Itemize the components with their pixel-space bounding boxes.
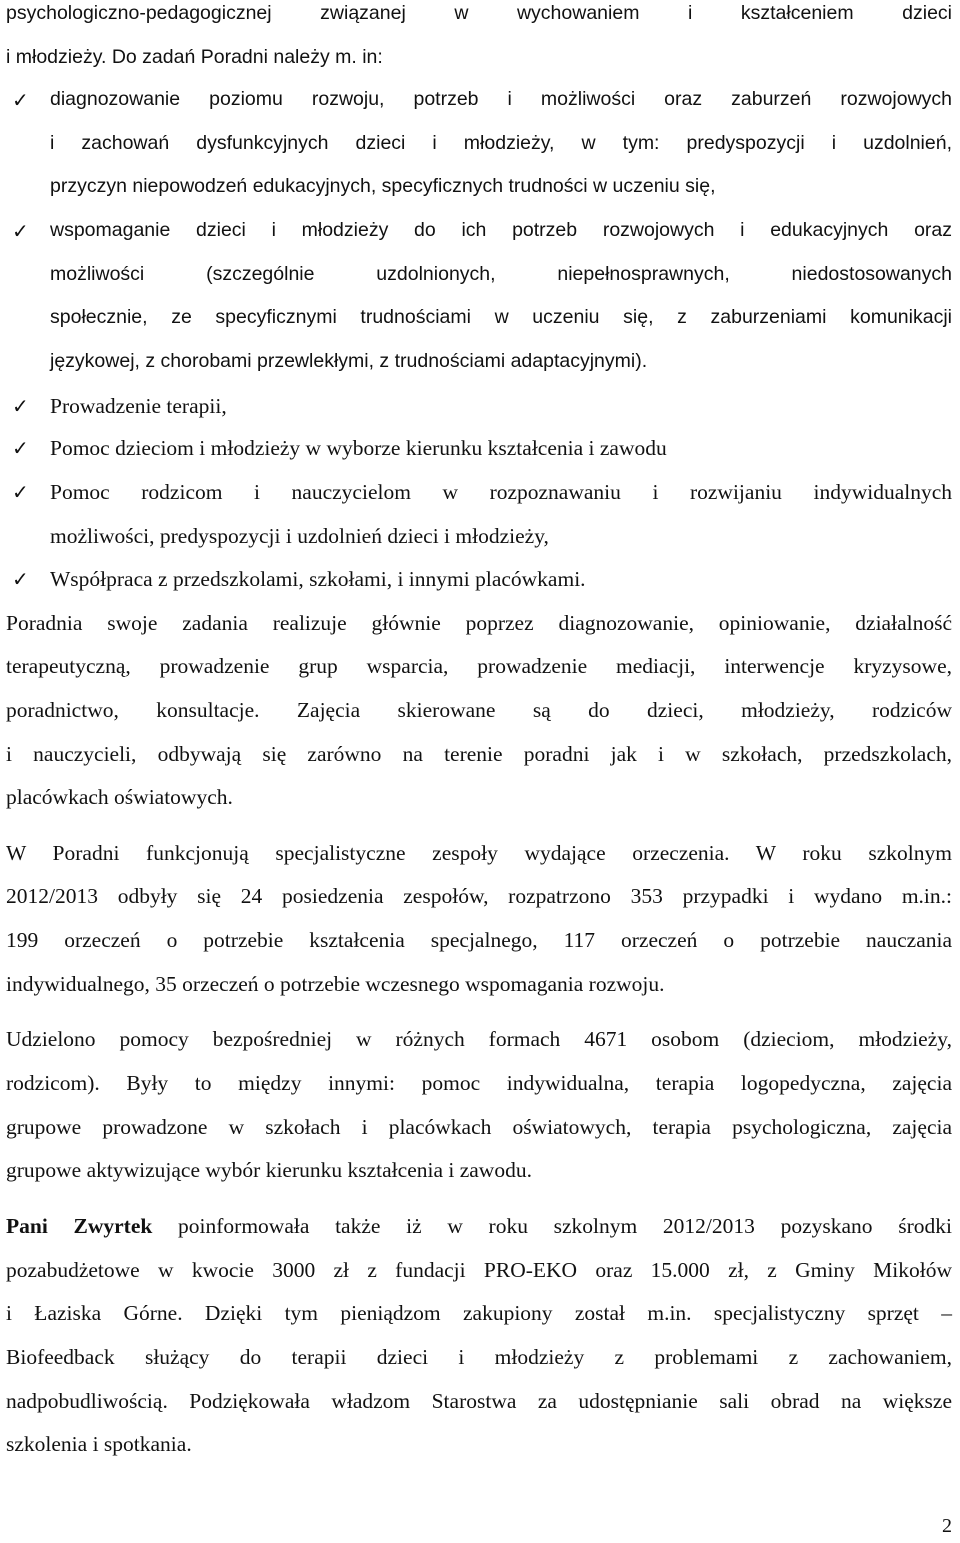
list-item: Pomoc dzieciom i młodzieży w wyborze kierunku kształcenia i zawodu <box>50 436 667 460</box>
text-line: szkolenia i spotkania. <box>6 1432 192 1456</box>
list-item: Prowadzenie terapii, <box>50 394 227 418</box>
text-line: nadpobudliwością. Podziękowała władzom Starostwa za udostępnianie sali obrad na większe <box>6 1389 952 1413</box>
person-name: Pani Zwyrtek <box>6 1214 153 1238</box>
list-item: Pomoc rodzicom i nauczycielom w rozpoznawaniu i rozwijaniu indywidualnych <box>50 480 952 504</box>
list-item: Współpraca z przedszkolami, szkołami, i innymi placówkami. <box>50 567 586 591</box>
text-line: grupowe prowadzone w szkołach i placówkach oświatowych, terapia psychologiczna, zajęcia <box>6 1115 952 1139</box>
text-line: 199 orzeczeń o potrzebie kształcenia specjalnego, 117 orzeczeń o potrzebie nauczania <box>6 928 952 952</box>
text-line: terapeutyczną, prowadzenie grup wsparcia, prowadzenie mediacji, interwencje kryzysowe, <box>6 654 952 678</box>
text-line: i młodzieży. Do zadań Poradni należy m. in: <box>6 46 383 68</box>
text-line: i zachowań dysfunkcyjnych dzieci i młodzieży, w tym: predyspozycji i uzdolnień, <box>50 132 952 154</box>
list-item: diagnozowanie poziomu rozwoju, potrzeb i możliwości oraz zaburzeń rozwojowych <box>50 88 952 110</box>
text-line: poradnictwo, konsultacje. Zajęcia skierowane są do dzieci, młodzieży, rodziców <box>6 698 952 722</box>
text-span: poinformowała także iż w roku szkolnym 2012/2013 pozyskano środki <box>178 1214 952 1238</box>
checkmark-icon: ✓ <box>12 436 29 460</box>
list-item: wspomaganie dzieci i młodzieży do ich potrzeb rozwojowych i edukacyjnych oraz <box>50 219 952 241</box>
text-line: społecznie, ze specyficznymi trudnościami w uczeniu się, z zaburzeniami komunikacji <box>50 306 952 328</box>
text-line: Udzielono pomocy bezpośredniej w różnych formach 4671 osobom (dzieciom, młodzieży, <box>6 1027 952 1051</box>
checkmark-icon: ✓ <box>12 88 29 112</box>
text-line: Biofeedback służący do terapii dzieci i młodzieży z problemami z zachowaniem, <box>6 1345 952 1369</box>
text-line: i nauczycieli, odbywają się zarówno na terenie poradni jak i w szkołach, przedszkolach, <box>6 742 952 766</box>
checkmark-icon: ✓ <box>12 394 29 418</box>
text-line: rodzicom). Były to między innymi: pomoc indywidualna, terapia logopedyczna, zajęcia <box>6 1071 952 1095</box>
text-line: przyczyn niepowodzeń edukacyjnych, specyficznych trudności w uczeniu się, <box>50 175 716 197</box>
text-line <box>6 1216 952 1238</box>
text-line: pozabudżetowe w kwocie 3000 zł z fundacji PRO-EKO oraz 15.000 zł, z Gminy Mikołów <box>6 1258 952 1282</box>
text-line: W Poradni funkcjonują specjalistyczne zespoły wydające orzeczenia. W roku szkolnym <box>6 841 952 865</box>
text-line: placówkach oświatowych. <box>6 785 233 809</box>
text-line: możliwości, predyspozycji i uzdolnień dzieci i młodzieży, <box>50 524 549 548</box>
text-line: Poradnia swoje zadania realizuje głównie poprzez diagnozowanie, opiniowanie, działalność <box>6 611 952 635</box>
text-line: możliwości (szczególnie uzdolnionych, niepełnosprawnych, niedostosowanych <box>50 263 952 285</box>
text-line: psychologiczno-pedagogicznej związanej w wychowaniem i kształceniem dzieci <box>6 2 952 24</box>
text-line: indywidualnego, 35 orzeczeń o potrzebie wczesnego wspomagania rozwoju. <box>6 972 665 996</box>
text-line: 2012/2013 odbyły się 24 posiedzenia zespołów, rozpatrzono 353 przypadki i wydano m.in.: <box>6 884 952 908</box>
checkmark-icon: ✓ <box>12 480 29 504</box>
text-line: i Łaziska Górne. Dzięki tym pieniądzom zakupiony został m.in. specjalistyczny sprzęt – <box>6 1301 952 1325</box>
text-line: językowej, z chorobami przewlekłymi, z trudnościami adaptacyjnymi). <box>50 350 648 372</box>
checkmark-icon: ✓ <box>12 219 29 243</box>
page-number: 2 <box>942 1515 952 1537</box>
text-line: grupowe aktywizujące wybór kierunku kształcenia i zawodu. <box>6 1158 532 1182</box>
checkmark-icon: ✓ <box>12 567 29 591</box>
